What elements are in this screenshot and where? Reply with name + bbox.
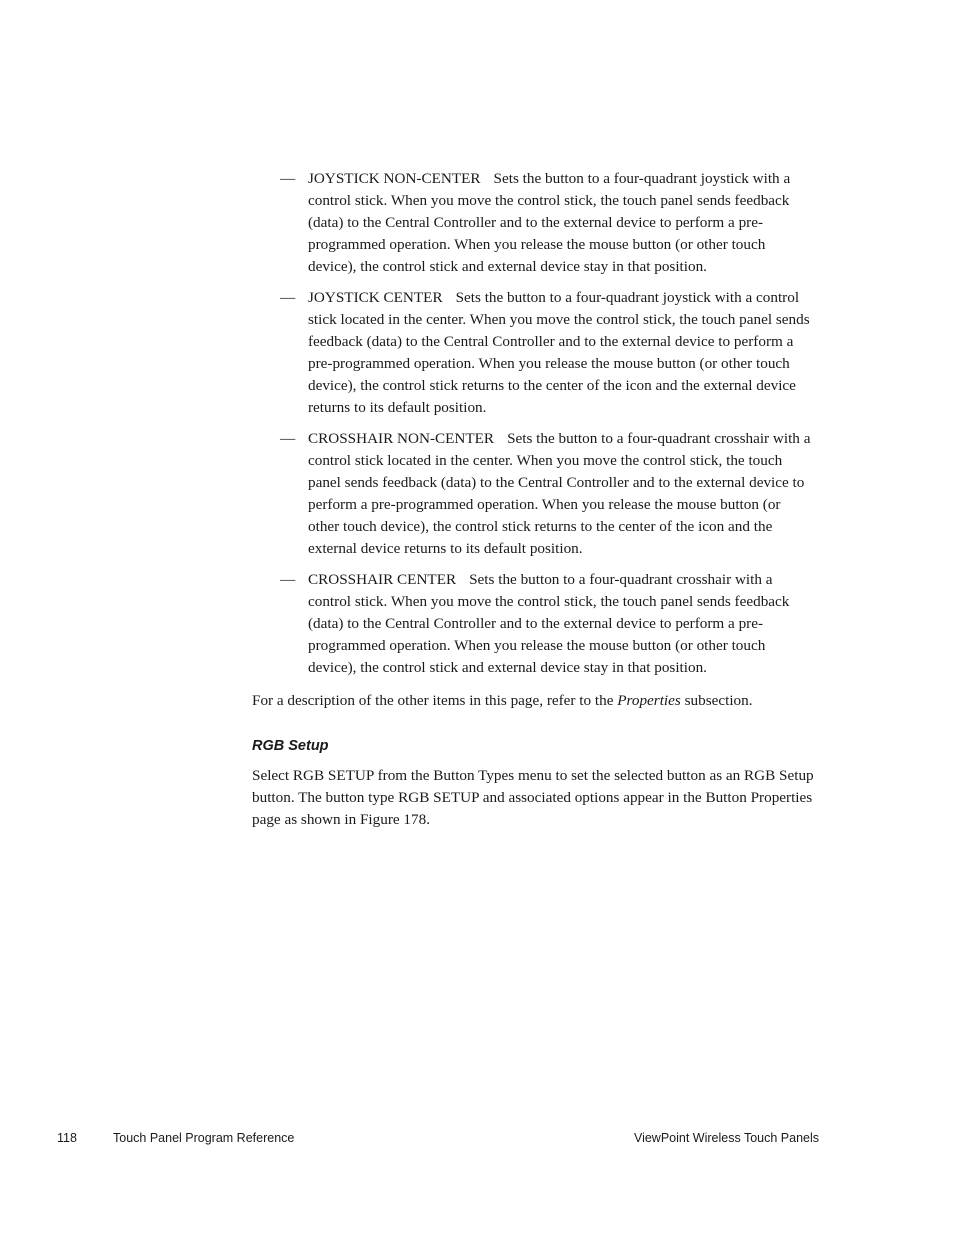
page-footer bbox=[0, 1128, 954, 1148]
bullet-term: CROSSHAIR NON-CENTER bbox=[308, 430, 495, 447]
properties-reference bbox=[252, 690, 814, 712]
section-heading-rgb-setup: RGB Setup bbox=[252, 738, 329, 754]
bullet-dash: — bbox=[280, 170, 296, 187]
properties-link-text: Properties bbox=[617, 692, 681, 709]
bullet-text: Sets the button to a four-quadrant crosshair with a control stick. When you move the control stick, the touch panel sends feedback (data) to the Central Controller and to the external device to perform a pre-programmed operation. When you release the mouse button (or other touch device), the control stick and external device stay in that position. bbox=[308, 571, 790, 676]
bullet-dash: — bbox=[280, 289, 296, 306]
bullet-text: Sets the button to a four-quadrant joystick with a control stick. When you move the control stick, the touch panel sends feedback (data) to the Central Controller and to the external device to perform a pre-programmed operation. When you release the mouse button (or other touch device), the control stick and external device stay in that position. bbox=[308, 170, 791, 275]
reference-text-after: subsection. bbox=[680, 692, 753, 709]
bullet-crosshair-center bbox=[252, 569, 814, 679]
reference-text-before: For a description of the other items in this page, refer to the bbox=[252, 692, 618, 709]
bullet-joystick-non-center bbox=[252, 168, 814, 278]
bullet-joystick-center bbox=[252, 287, 814, 419]
page-content bbox=[252, 168, 814, 831]
bullet-term: JOYSTICK NON-CENTER bbox=[308, 170, 481, 187]
bullet-dash: — bbox=[280, 571, 296, 588]
bullet-text: Sets the button to a four-quadrant crosshair with a control stick located in the center. When you move the control stick, the touch panel sends feedback (data) to the Central Controller and to the external device to perform a pre-programmed operation. When you release the mouse button (or other touch device), the control stick returns to the center of the icon and the external device returns to its default position. bbox=[308, 430, 811, 557]
bullet-dash: — bbox=[280, 430, 296, 447]
footer-document-title: Touch Panel Program Reference bbox=[113, 1131, 295, 1145]
footer-product-title: ViewPoint Wireless Touch Panels bbox=[633, 1131, 819, 1145]
bullet-term: JOYSTICK CENTER bbox=[308, 289, 443, 306]
bullet-text: Sets the button to a four-quadrant joystick with a control stick located in the center. When you move the control stick, the touch panel sends feedback (data) to the Central Controller and to the external device to perform a pre-programmed operation. When you release the mouse button (or other touch device), the control stick returns to the center of the icon and the external device returns to its default position. bbox=[308, 289, 810, 416]
bullet-crosshair-non-center bbox=[252, 428, 814, 560]
bullet-term: CROSSHAIR CENTER bbox=[308, 571, 457, 588]
page-number: 118 bbox=[57, 1131, 77, 1145]
rgb-setup-paragraph: Select RGB SETUP from the Button Types menu to set the selected button as an RGB Setup button. The button type RGB SETUP and associated options appear in the Button Properties page as shown in Figure 178. bbox=[252, 767, 814, 828]
